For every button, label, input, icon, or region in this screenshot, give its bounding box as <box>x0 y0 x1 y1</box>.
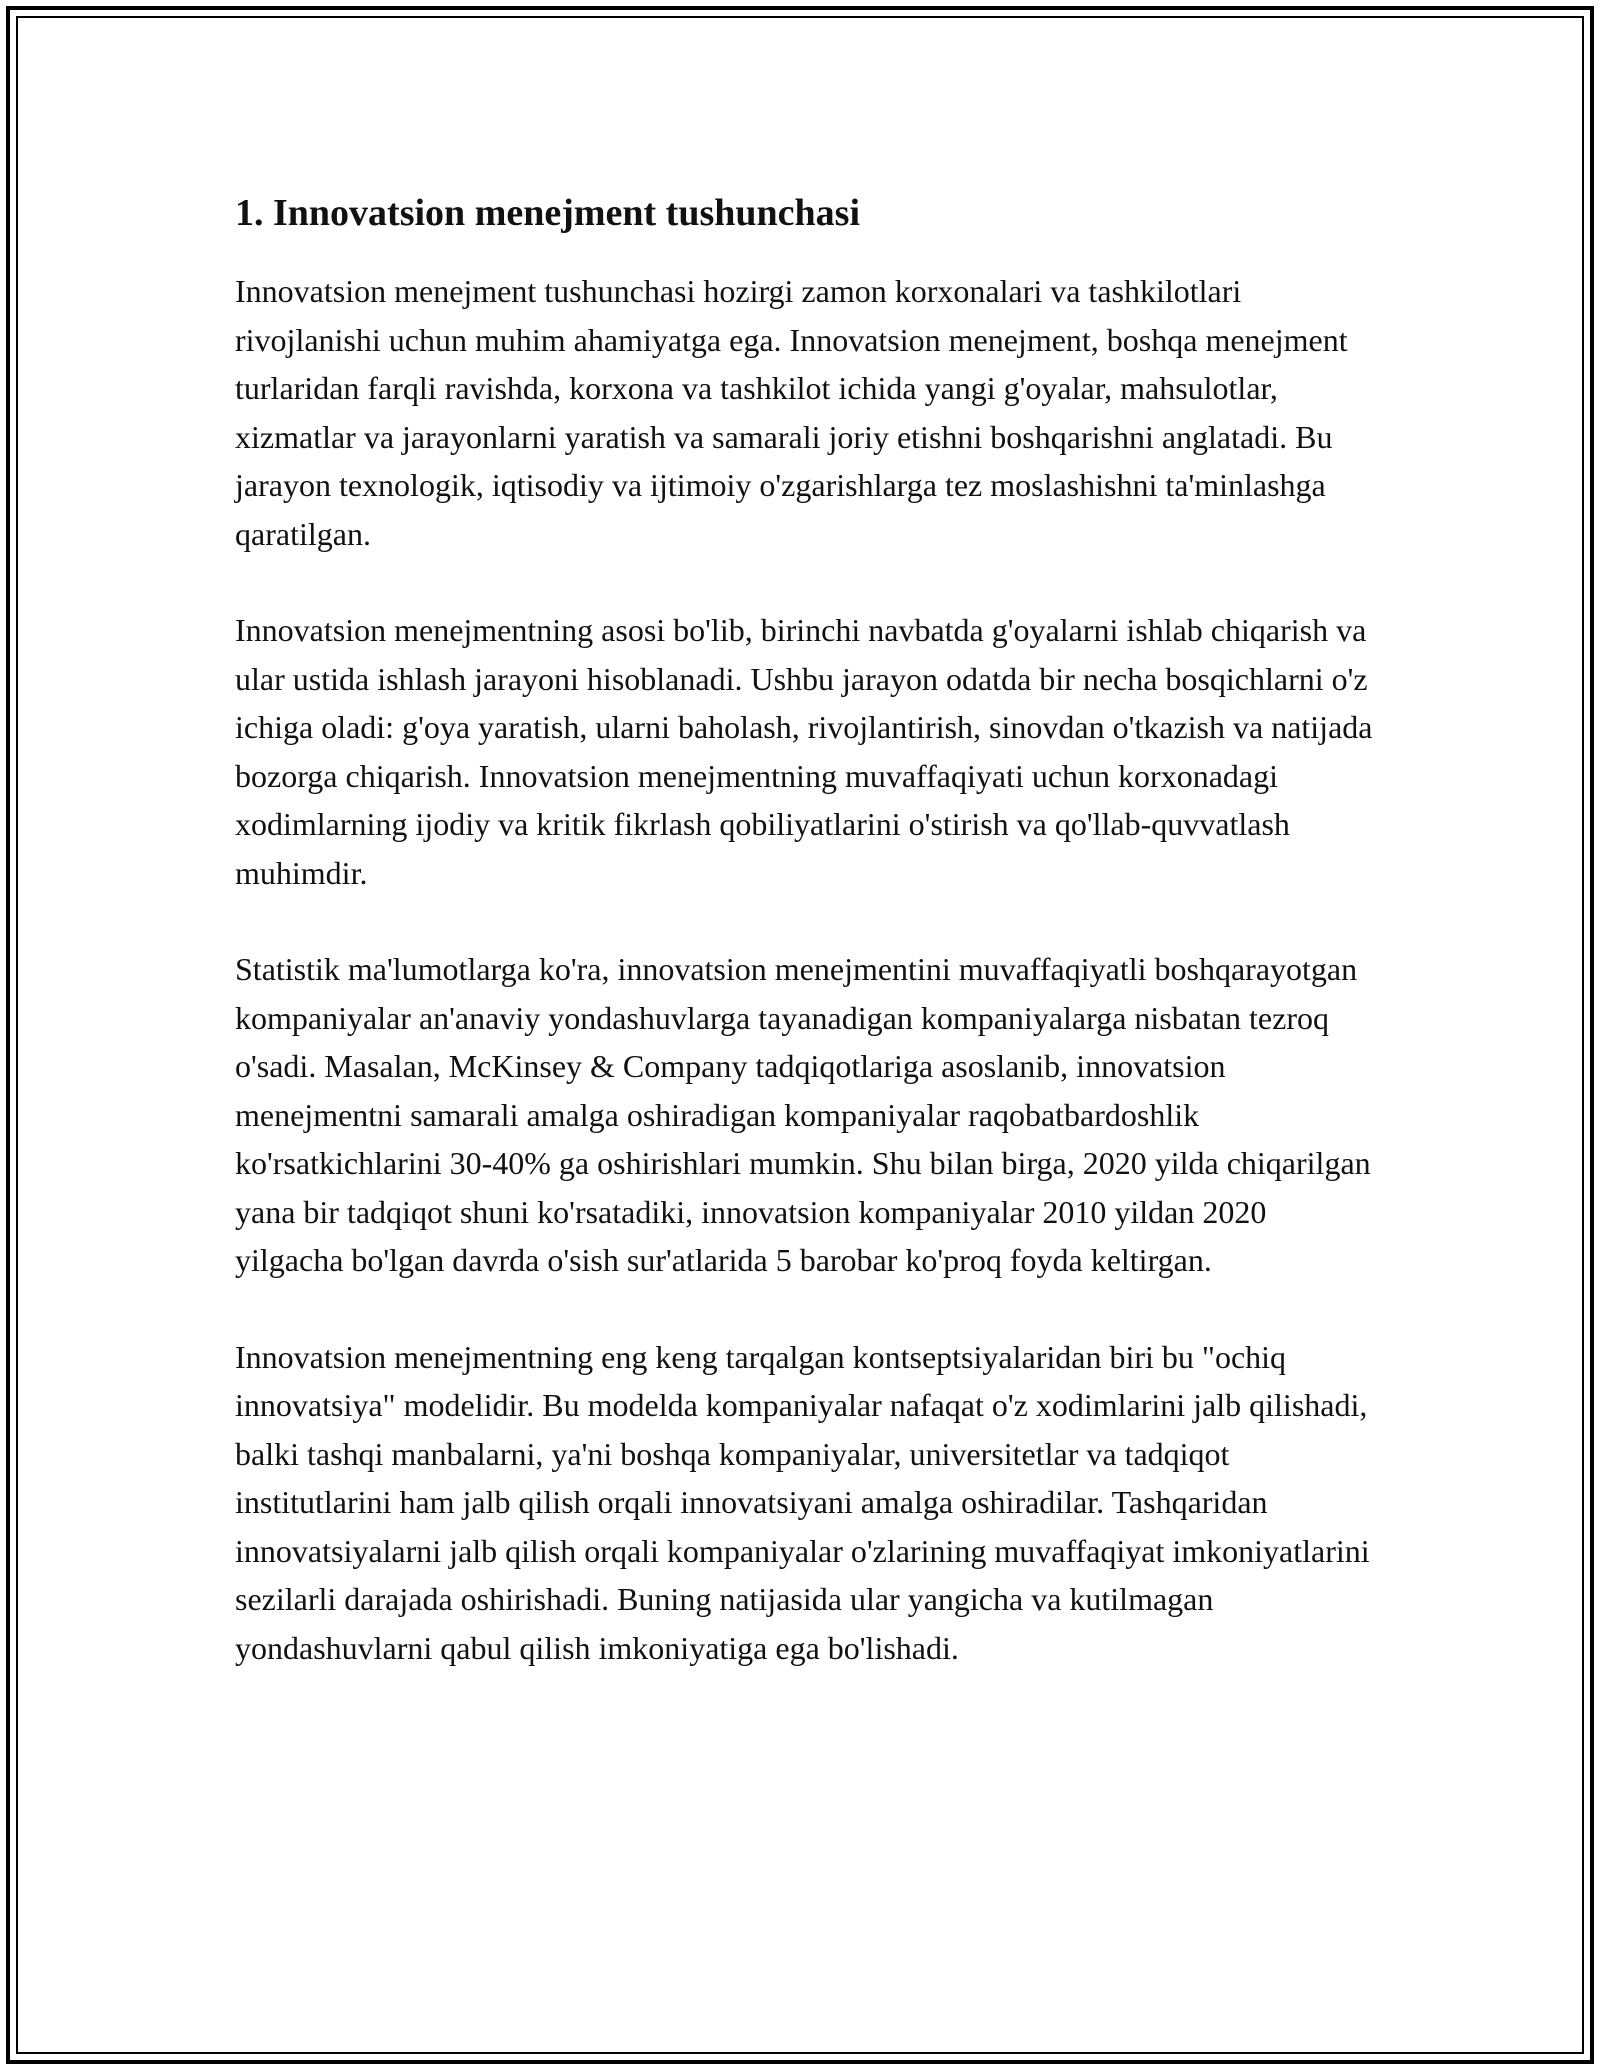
paragraph-4: Innovatsion menejmentning eng keng tarqalgan kontseptsiyalaridan biri bu "ochiq innovatsiya" modelidir. Bu modelda kompaniyalar nafaqat o'z xodimlarini jalb qilishadi, balki tashqi manbalarni, ya'ni boshqa kompaniyalar, universitetlar va tadqiqot institutlarini ham jalb qilish orqali innovatsiyani amalga oshiradilar. Tashqaridan innovatsiyalarni jalb qilish orqali kompaniyalar o'zlarining muvaffaqiyat imkoniyatlarini sezilarli darajada oshirishadi. Buning natijasida ular yangicha va kutilmagan yondashuvlarni qabul qilish imkoniyatiga ega bo'lishadi. <box>235 1338 1370 1666</box>
document-body <box>235 185 1375 1720</box>
paragraph-3: Statistik ma'lumotlarga ko'ra, innovatsion menejmentini muvaffaqiyatli boshqarayotgan kompaniyalar an'anaviy yondashuvlarga tayanadigan kompaniyalarga nisbatan tezroq o'sadi. Masalan, McKinsey & Company tadqiqotlariga asoslanib, innovatsion menejmentni samarali amalga oshiradigan kompaniyalar raqobatbardoshlik ko'rsatkichlarini 30-40% ga oshirishlari mumkin. Shu bilan birga, 2020 yilda chiqarilgan yana bir tadqiqot shuni ko'rsatadiki, innovatsion kompaniyalar 2010 yildan 2020 yilgacha bo'lgan davrda o'sish sur'atlarida 5 barobar ko'proq foyda keltirgan. <box>235 951 1371 1278</box>
page-title: 1. Innovatsion menejment tushunchasi <box>235 192 860 234</box>
paragraph-2: Innovatsion menejmentning asosi bo'lib, birinchi navbatda g'oyalarni ishlab chiqarish va ular ustida ishlash jarayoni hisoblanadi. Ushbu jarayon odatda bir necha bosqichlarni o'z ichiga oladi: g'oya yaratish, ularni baholash, rivojlantirish, sinovdan o'tkazish va natijada bozorga chiqarish. Innovatsion menejmentning muvaffaqiyati uchun korxonadagi xodimlarning ijodiy va kritik fikrlash qobiliyatlarini o'stirish va qo'llab-quvvatlash muhimdir. <box>235 612 1373 891</box>
paragraph-1: Innovatsion menejment tushunchasi hozirgi zamon korxonalari va tashkilotlari rivojlanishi uchun muhim ahamiyatga ega. Innovatsion menejment, boshqa menejment turlaridan farqli ravishda, korxona va tashkilot ichida yangi g'oyalar, mahsulotlar, xizmatlar va jarayonlarni yaratish va samarali joriy etishni boshqarishni anglatadi. Bu jarayon texnologik, iqtisodiy va ijtimoiy o'zgarishlarga tez moslashishni ta'minlashga qaratilgan. <box>235 273 1348 552</box>
